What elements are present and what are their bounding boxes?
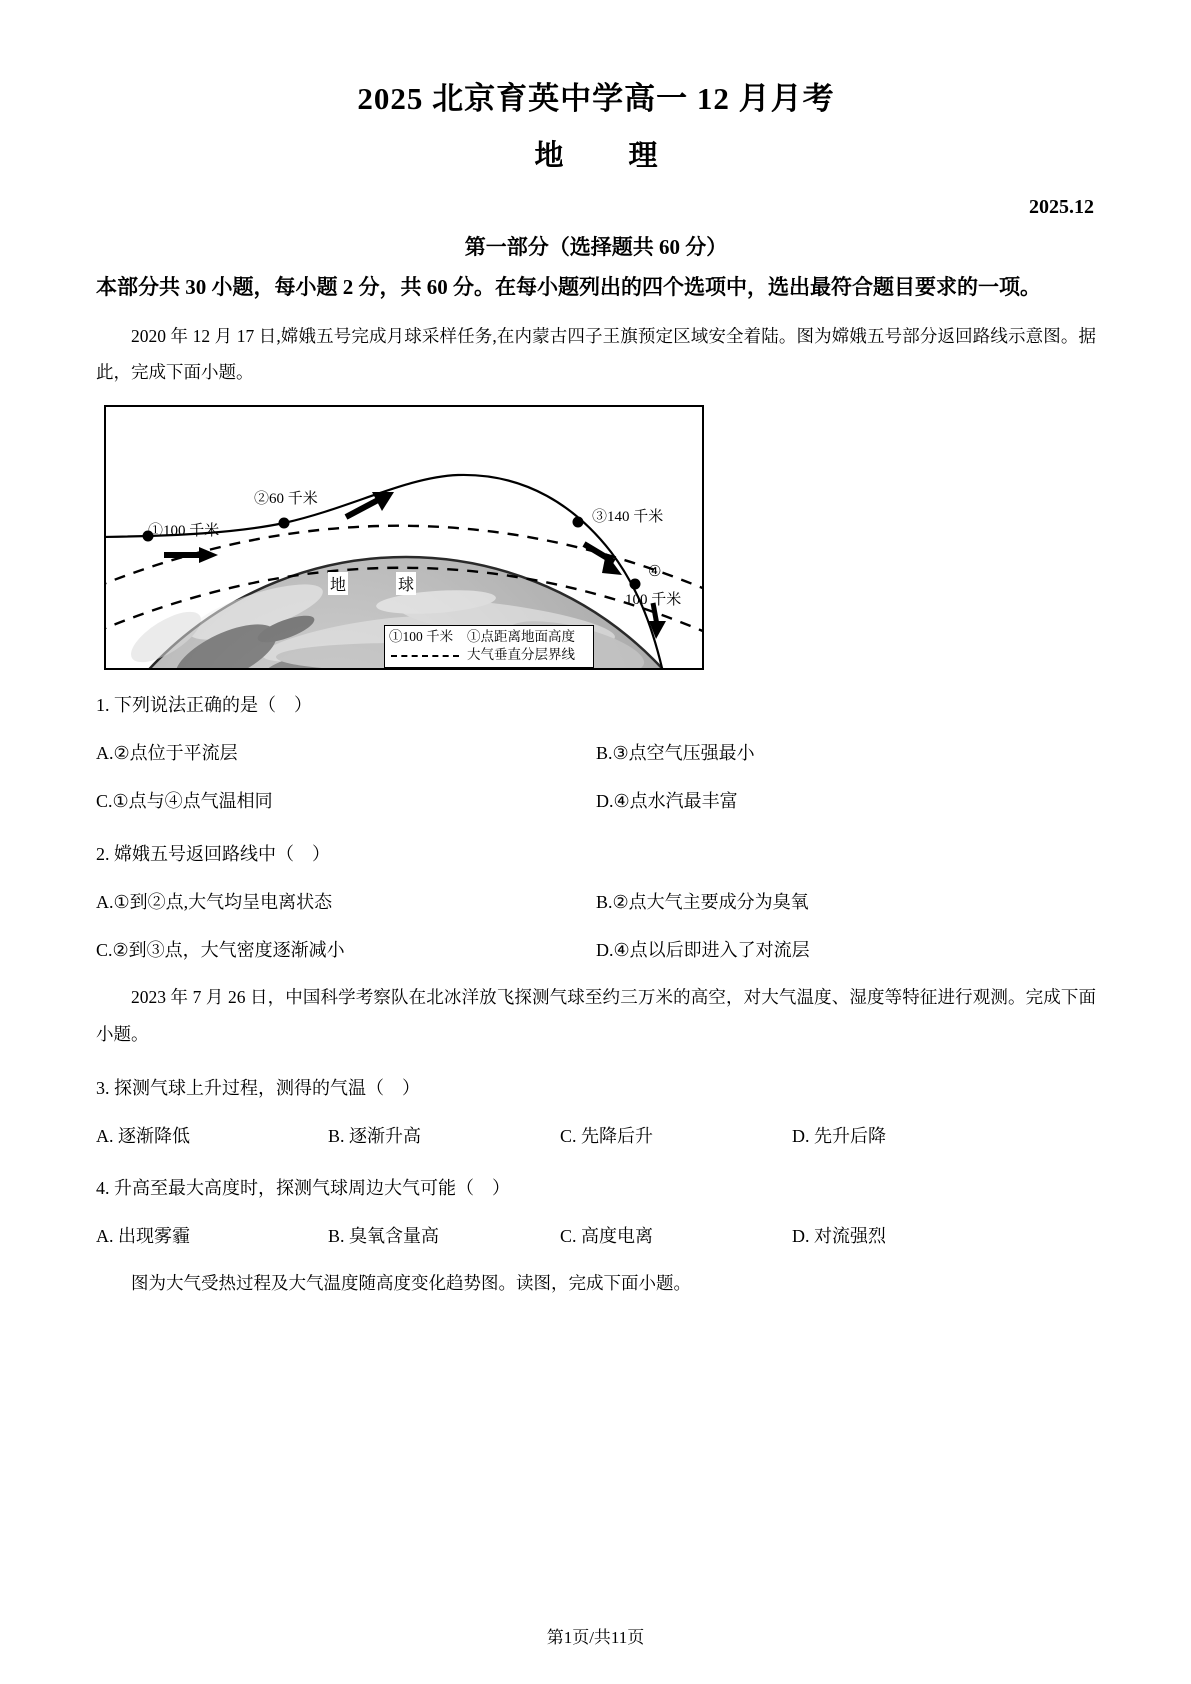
question-2-option-a[interactable]: A.①到②点,大气均呈电离状态 — [96, 891, 333, 912]
section-description: 本部分共 30 小题，每小题 2 分，共 60 分。在每小题列出的四个选项中，选出最符合题目要求的一项。 — [96, 274, 1041, 299]
legend-label-height: ①点距离地面高度 — [467, 629, 575, 644]
exam-date: 2025.12 — [1029, 195, 1094, 218]
page-footer: 第1页/共11页 — [546, 1628, 645, 1647]
question-2-stem: 2. 嫦娥五号返回路线中（ ） — [96, 843, 330, 864]
question-3-option-a[interactable]: A. 逐渐降低 — [96, 1125, 190, 1146]
question-1-option-d[interactable]: D.④点水汽最丰富 — [596, 791, 738, 812]
earth-label-char-2: 球 — [396, 572, 416, 595]
trajectory-point-2 — [279, 518, 290, 529]
figure-label-point-1: ①100 千米 — [148, 523, 220, 539]
question-1-option-a[interactable]: A.②点位于平流层 — [96, 743, 238, 764]
legend-row-boundary — [389, 646, 589, 664]
material-paragraph-1: 2020 年 12 月 17 日,嫦娥五号完成月球采样任务,在内蒙古四子王旗预定区域安全着陆。图为嫦娥五号部分返回路线示意图。据此，完成下面小题。 — [96, 325, 1096, 383]
legend-row-height — [389, 628, 589, 646]
material-paragraph-3: 图为大气受热过程及大气温度随高度变化趋势图。读图，完成下面小题。 — [131, 1273, 691, 1294]
question-2-option-c[interactable]: C.②到③点，大气密度逐渐减小 — [96, 939, 345, 960]
legend-key-dashed-line — [389, 647, 467, 663]
question-4-option-c[interactable]: C. 高度电离 — [560, 1226, 654, 1247]
change5-return-path-figure — [104, 405, 704, 670]
legend-key-height: ①100 千米 — [389, 629, 454, 644]
figure-container — [104, 405, 1096, 670]
figure-label-point-3: ③140 千米 — [592, 509, 664, 525]
question-3-option-b[interactable]: B. 逐渐升高 — [328, 1125, 422, 1146]
figure-legend — [384, 625, 594, 668]
question-1-options-row2 — [96, 784, 1096, 818]
page-content — [96, 0, 1096, 1302]
question-2-option-b[interactable]: B.②点大气主要成分为臭氧 — [596, 891, 809, 912]
section-title: 第一部分（选择题共 60 分） — [464, 234, 728, 259]
question-3-option-c[interactable]: C. 先降后升 — [560, 1125, 654, 1146]
question-2-option-d[interactable]: D.④点以后即进入了对流层 — [596, 939, 810, 960]
question-2-options — [96, 885, 1096, 919]
material-paragraph-2: 2023 年 7 月 26 日，中国科学考察队在北冰洋放飞探测气球至约三万米的高空，对大气温度、湿度等特征进行观测。完成下面小题。 — [96, 987, 1096, 1044]
question-1-options — [96, 736, 1096, 770]
figure-label-point-4-value: 100 千米 — [625, 592, 682, 608]
question-3-stem: 3. 探测气球上升过程，测得的气温（ ） — [96, 1077, 420, 1098]
question-1-stem: 1. 下列说法正确的是（ ） — [96, 695, 312, 715]
question-4-option-a[interactable]: A. 出现雾霾 — [96, 1226, 190, 1247]
page-title: 2025 北京育英中学高一 12 月月考 — [357, 81, 835, 116]
question-4-option-d[interactable]: D. 对流强烈 — [792, 1226, 886, 1247]
earth-label-char-1: 地 — [328, 572, 348, 595]
question-1-option-c[interactable]: C.①点与④点气温相同 — [96, 791, 273, 812]
figure-label-point-2: ②60 千米 — [254, 491, 318, 507]
question-1-option-b[interactable]: B.③点空气压强最小 — [596, 743, 755, 764]
legend-label-boundary: 大气垂直分层界线 — [467, 647, 575, 663]
subject-title: 地 理 — [534, 139, 676, 172]
figure-label-point-4-marker: ④ — [648, 564, 662, 580]
question-2-options-row2 — [96, 933, 1096, 967]
question-3-options — [96, 1119, 1096, 1153]
question-3-option-d[interactable]: D. 先升后降 — [792, 1125, 886, 1146]
trajectory-point-3 — [573, 517, 584, 528]
question-4-options — [96, 1219, 1096, 1253]
question-4-stem: 4. 升高至最大高度时，探测气球周边大气可能（ ） — [96, 1178, 510, 1198]
question-4-option-b[interactable]: B. 臭氧含量高 — [328, 1226, 440, 1247]
